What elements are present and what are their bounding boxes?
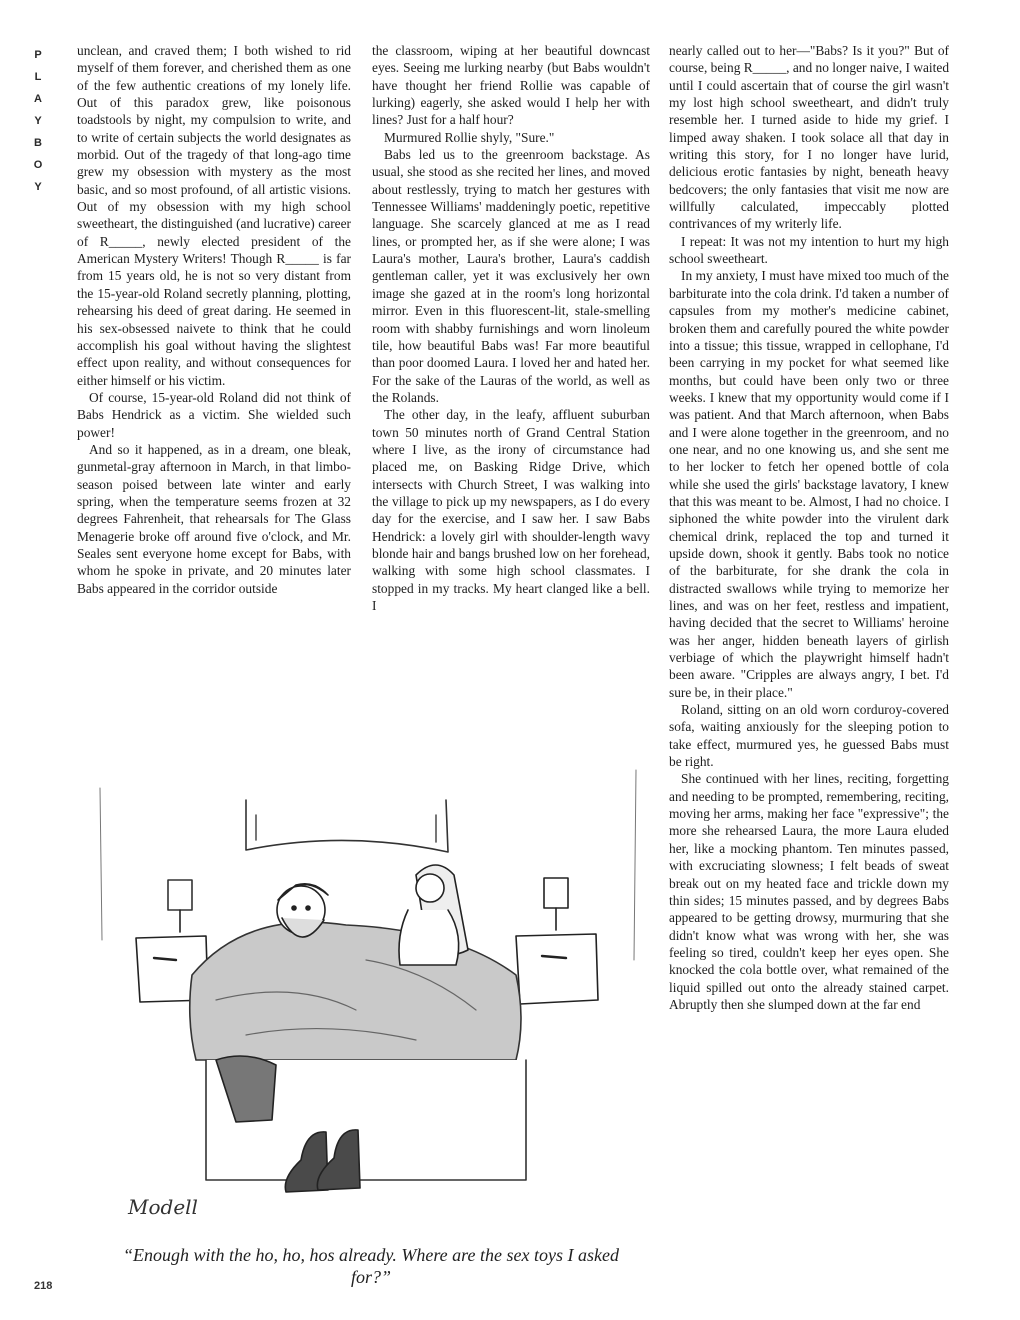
paragraph: She continued with her lines, reciting, forgetting and needing to be prompted, remembering, reciting, moving her arms, making her face "expressive"; the more she rehearsed Laura, the more Laura eluded her, like a mocking phantom. Ten minutes passed, with excruciating slowness; I felt beads of sweat break out on my heated face and trickle down my thin sides; 15 minutes passed, and by degrees Babs appeared to be getting drowsy, murmuring that she didn't know what was wrong with her, she was feeling so tired, couldn't keep her eyes open. She knocked the cola bottle over, what remained of the liquid spilled out onto the already stained carpet. Abruptly then she slumped down at the far end xyxy=(669,771,949,1012)
left-lamp xyxy=(168,880,192,910)
paragraph: In my anxiety, I must have mixed too much of the barbiturate into the cola drink. I'd taken a number of capsules from my mother's medicine cabinet, broken them and carefully poured the white powder into a tissue; this tissue, wrapped in cellophane, I'd been carrying in my pocket for what seemed like months, but could have been only two or three weeks. I knew that my opportunity would come if I was patient. And that March afternoon, when Babs and I were alone together in the greenroom, and no one near, and no one knowing us, and she sent me to her locker to fetch her opened bottle of cola while she used the girls' backstage lavatory, I knew that this was meant to be. Almost, I had no choice. I siphoned the white powder into the virulent dark chemical drink, replaced the top and turned it upside down, shook it gently. Babs took no notice of the barbiturate, for she drank the cola in distracted swallows while trying to memorize her lines, and was on her feet, restless and impatient, having decided that the secret to Williams' heroine was her anger, hidden beneath layers of girlish verbiage of which the playwright himself hadn't been aware. "Cripples are always angry, I bet. I'd sure be, in their place." xyxy=(669,268,949,700)
bed-blanket xyxy=(190,922,521,1060)
article-column-3 xyxy=(669,42,949,1013)
paragraph: unclean, and craved them; I both wished to rid myself of them forever, and cherished them as one of the few authentic creations of my lonely life. Out of this paradox grew, like poisonous toadstools by night, my compulsion to write, and to write of certain subjects the world designates as morbid. Out of the tragedy of that long-ago time grew my obsession with mystery as the most basic, and so most profound, of all artistic visions. Out of my obsession with my high school sweetheart, the distinguished (and lucrative) career of R_____, newly elected president of the American Mystery Writers! Though R_____ is far from 15 years old, he is not so very distant from the 15-year-old Roland secretly planning, plotting, rehearsing his deed of great daring. He seemed in his sex-obsessed naivete to think that he could accomplish his goal without having the slightest effect upon reality, and without consequences for either himself or his victim. xyxy=(77,43,351,388)
sidebar-letter: L xyxy=(34,71,42,83)
cartoon-illustration xyxy=(96,760,644,1245)
paragraph: Roland, sitting on an old worn corduroy-covered sofa, waiting anxiously for the sleeping potion to take effect, murmured yes, he guessed Babs must be right. xyxy=(669,702,949,770)
paragraph: Of course, 15-year-old Roland did not think of Babs Hendrick as a victim. She wielded such power! xyxy=(77,389,351,440)
paragraph: Babs led us to the greenroom backstage. As usual, she stood as she recited her lines, and moved about restlessly, trying to match her gestures with Tennessee Williams' maddeningly poetic, repetitive language. She scarcely glanced at me as I read lines, or prompted her, as if she were alone; I was Laura's mother, Laura's brother, Laura's caddish gentleman caller, yet it was exclusively her own image she gazed at in the room's long horizontal mirror. Even in this fluorescent-lit, stale-smelling room with shabby furnishings and worn linoleum tile, how beautiful Babs was! Far more beautiful than poor doomed Laura. I loved her and hated her. For the sake of the Lauras of the world, as well as the Rolands. xyxy=(372,147,650,405)
paragraph: I repeat: It was not my intention to hurt my high school sweetheart. xyxy=(669,233,949,267)
right-nightstand xyxy=(516,934,598,1004)
sidebar-letter: A xyxy=(34,93,42,105)
page-number: 218 xyxy=(34,1280,53,1292)
headboard-frame xyxy=(246,800,448,852)
paragraph: Murmured Rollie shyly, "Sure." xyxy=(384,129,555,145)
sidebar-letter: P xyxy=(34,49,42,61)
cartoon-caption: “Enough with the ho, ho, hos already. Where are the sex toys I asked for?” xyxy=(123,1245,619,1287)
right-lamp xyxy=(544,878,568,908)
paragraph: nearly called out to her—"Babs? Is it you?" But of course, being R_____, and no longer naive, I waited until I could ascertain that of course the girl wasn't my lost high school sweetheart, and didn't truly resemble her. I turned aside to hide my grief. I limped away shaken. I took solace all that day in writing this story, for I no longer have lurid, delicious erotic fantasies by night, beneath heavy bedcovers; the only fantasies that visit me now are willfully calculated, impeccably plotted contrivances of my writerly life. xyxy=(669,43,950,232)
wall-line xyxy=(100,788,102,940)
magazine-sidebar xyxy=(28,44,48,198)
paragraph: And so it happened, as in a dream, one bleak, gunmetal-gray afternoon in March, in that limbo-season poised between late winter and early spring, when the temperature seems frozen at 32 degrees Fahrenheit, that rehearsals for The Glass Menagerie broke off around five o'clock, and Mr. Seales sent everyone home except for Babs, with whom he spoke in private, and 20 minutes later Babs appeared in the corridor outside xyxy=(77,441,351,596)
paragraph: The other day, in the leafy, affluent suburban town 50 minutes north of Grand Central Station where I live, as the irony of circumstance had placed me, on Basking Ridge Drive, which intersects with Church Street, I was walking into the village to pick up my newspapers, as I do every day for the exercise, and I saw her. I saw Babs Hendrick: a lovely girl with shoulder-length wavy blonde hair and bangs brushed low on her forehead, walking with some high school classmates. I stopped in my tracks. My heart clanged like a bell. I xyxy=(372,407,650,613)
sidebar-letter: Y xyxy=(34,181,42,193)
article-column-2 xyxy=(372,42,650,614)
cartoonist-signature: Modell xyxy=(128,1195,198,1219)
article-column-1 xyxy=(77,42,351,597)
sidebar-letter: Y xyxy=(34,115,42,127)
woman-body xyxy=(399,910,459,965)
sidebar-letter: B xyxy=(34,137,42,149)
wall-line xyxy=(634,770,636,960)
paragraph: the classroom, wiping at her beautiful downcast eyes. Seeing me lurking nearby (but Babs wouldn't have thought her friend Rollie was capable of lurking) eagerly, she asked would I help her with lines? Just for a half hour? xyxy=(372,43,650,128)
sidebar-letter: O xyxy=(33,159,43,171)
